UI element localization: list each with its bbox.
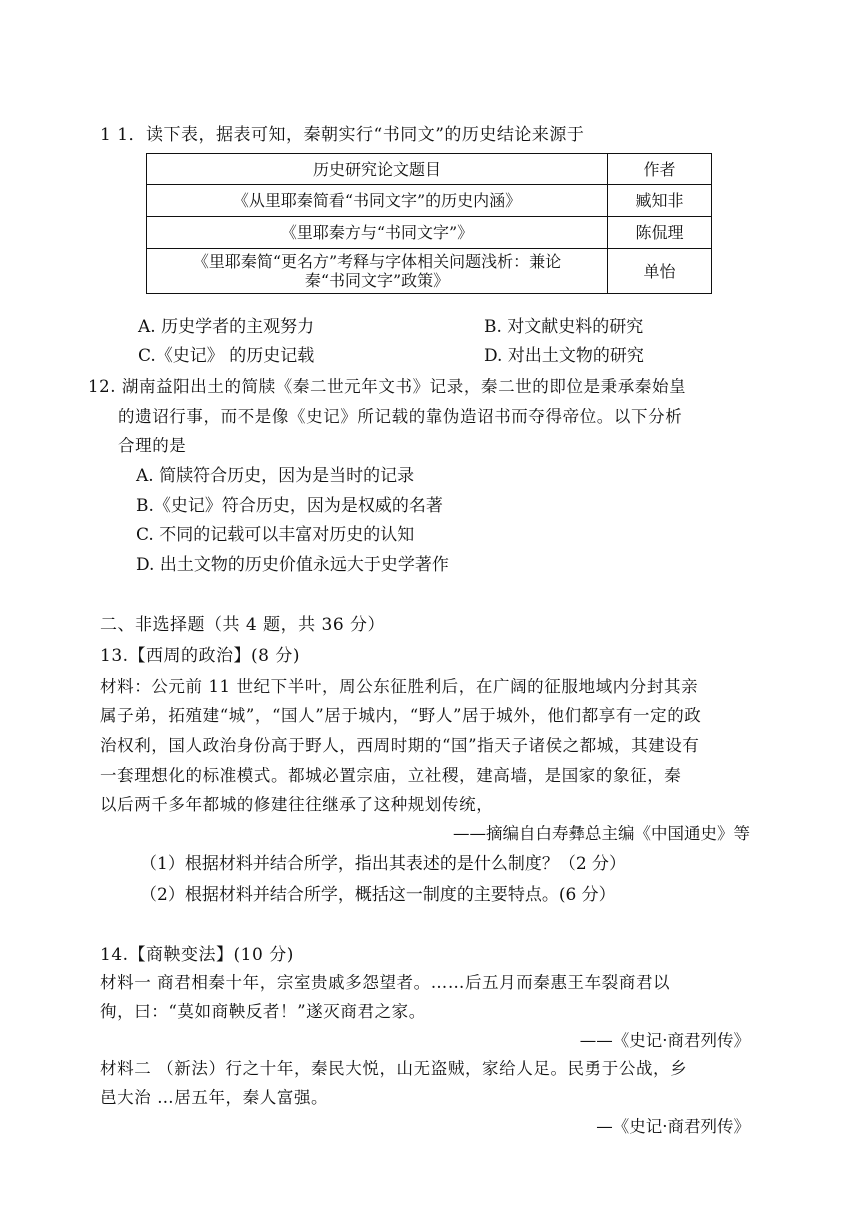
- q13-subquestion-1: （1）根据材料并结合所学，指出其表述的是什么制度？（2 分）: [140, 854, 627, 874]
- q14-material2-line: 邑大治 …居五年，秦人富强。: [100, 1088, 329, 1107]
- q11-stem: 1 1．读下表，据表可知，秦朝实行“书同文”的历史结论来源于: [100, 125, 585, 145]
- q11-option-a: A. 历史学者的主观努力: [138, 317, 315, 337]
- q13-material-line: 治权利，国人政治身份高于野人，西周时期的“国”指天子诸侯之都城，其建设有: [100, 736, 700, 755]
- table-cell-title-line: 秦“书同文字”政策》: [304, 271, 450, 290]
- table-cell-title: [147, 249, 608, 294]
- q13-material-line: 材料：公元前 11 世纪下半叶，周公东征胜利后，在广阔的征服地域内分封其亲: [100, 677, 699, 696]
- q14-material1-line: 材料一 商君相秦十年，宗室贵戚多怨望者。……后五月而秦惠王车裂商君以: [100, 973, 671, 992]
- q11-option-d: D. 对出土文物的研究: [484, 346, 644, 366]
- table-header-author: 作者: [608, 154, 712, 185]
- table-header-title: 历史研究论文题目: [147, 154, 608, 185]
- table-row: [147, 249, 712, 294]
- table-cell-author: 臧知非: [608, 185, 712, 217]
- q13-material-line: 以后两千多年都城的修建往往继承了这种规划传统，: [100, 795, 494, 814]
- table-row: [147, 185, 712, 217]
- table-header-row: [147, 154, 712, 185]
- q12-option-c: C. 不同的记载可以丰富对历史的认知: [136, 525, 415, 545]
- section-title: 二、非选择题（共 4 题，共 36 分）: [100, 615, 386, 635]
- q13-heading: 13.【西周的政治】(8 分): [100, 646, 301, 666]
- q14-material2-line: 材料二 （新法）行之十年，秦民大悦，山无盗贼，家给人足。民勇于公战，乡: [100, 1059, 688, 1078]
- q13-material-line: 一套理想化的标准模式。都城必置宗庙，立社稷，建高墙，是国家的象征，秦: [100, 766, 682, 785]
- q11-option-b: B. 对文献史料的研究: [484, 317, 644, 337]
- table-cell-author: 陈侃理: [608, 217, 712, 249]
- q13-material-line: 属子弟，拓殖建“城”，“国人”居于城内，“野人”居于城外，他们都享有一定的政: [100, 706, 702, 725]
- table-cell-author: 单怡: [608, 249, 712, 294]
- q13-subquestion-2: （2）根据材料并结合所学，概括这一制度的主要特点。(6 分）: [140, 885, 616, 905]
- q12-stem-line: 合理的是: [118, 436, 187, 455]
- q12-option-d: D. 出土文物的历史价值永远大于史学著作: [136, 555, 449, 575]
- q11-option-c: C.《史记》 的历史记载: [138, 346, 315, 366]
- table-cell-title-line: 《里耶秦简“更名方”考释与字体相关问题浅析：兼论: [192, 252, 562, 271]
- q12-stem-line: 的遗诏行事，而不是像《史记》所记载的靠伪造诏书而夺得帝位。以下分析: [118, 407, 683, 426]
- q12-option-a: A. 简牍符合历史，因为是当时的记录: [136, 466, 415, 486]
- q12-option-b: B.《史记》符合历史，因为是权威的名著: [136, 496, 443, 516]
- q12-stem-line: 12. 湖南益阳出土的简牍《秦二世元年文书》记录，秦二世的即位是秉承秦始皇: [88, 377, 687, 396]
- table-cell-title: 《从里耶秦简看“书同文字”的历史内涵》: [147, 185, 608, 217]
- table-cell-title: 《里耶秦方与“书同文字”》: [147, 217, 608, 249]
- q13-source: ——摘编自白寿彝总主编《中国通史》等: [453, 824, 750, 843]
- q14-heading: 14.【商鞅变法】(10 分): [100, 945, 294, 965]
- q14-material2-source: —《史记·商君列传》: [596, 1117, 750, 1136]
- q14-material1-line: 徇，曰：“莫如商鞅反者！”遂灭商君之家。: [100, 1002, 426, 1021]
- table-row: [147, 217, 712, 249]
- q14-material1-source: ——《史记·商君列传》: [579, 1031, 750, 1050]
- q11-source-table: [146, 153, 712, 294]
